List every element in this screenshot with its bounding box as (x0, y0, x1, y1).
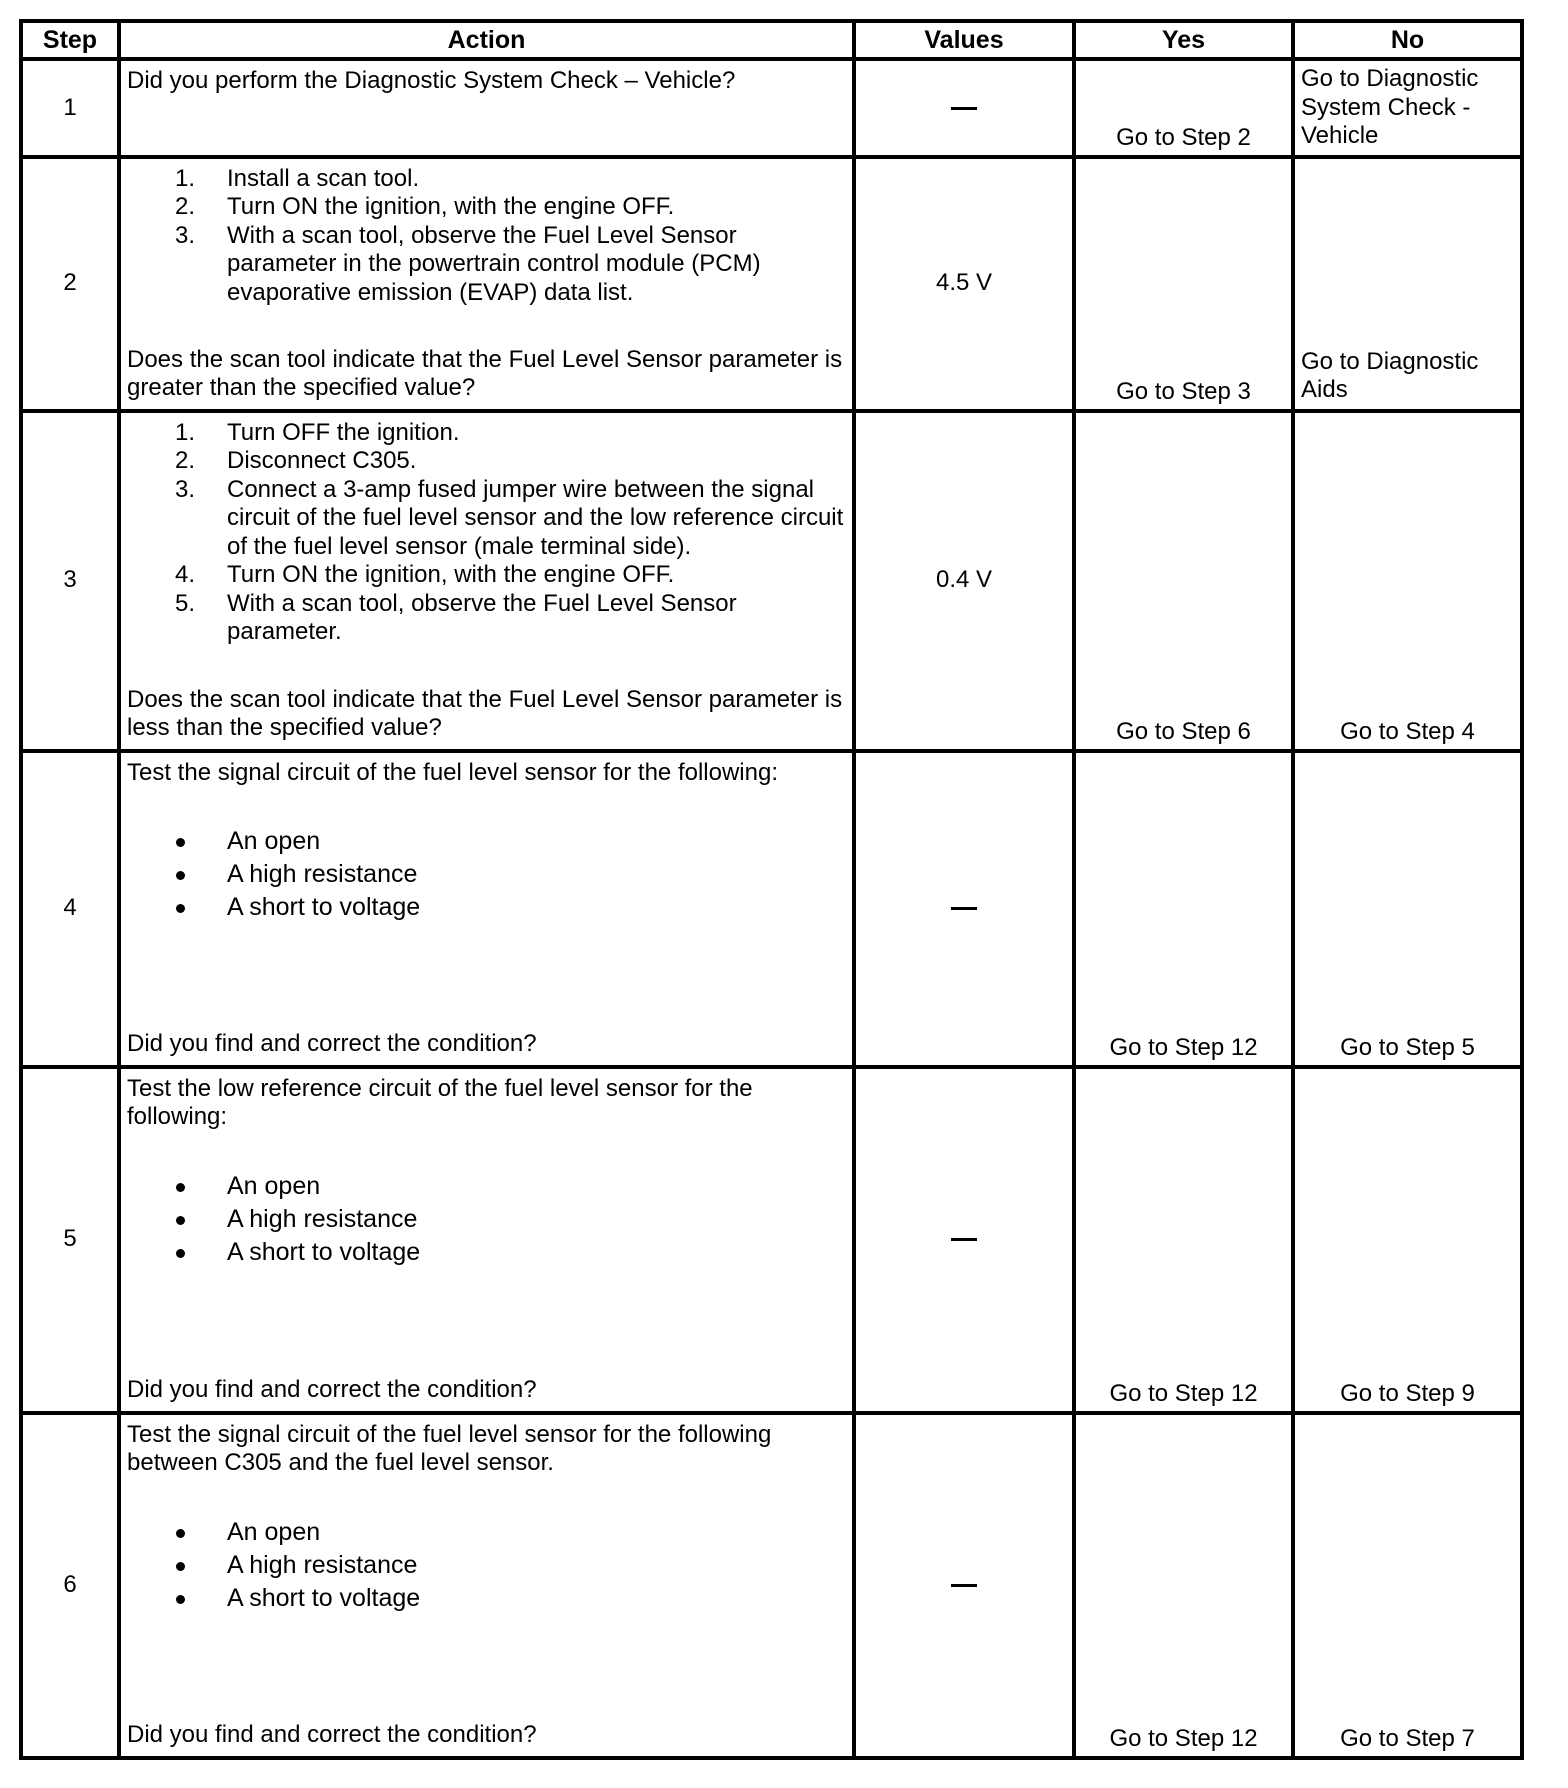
value-cell (854, 751, 1074, 1067)
action-cell (119, 1413, 854, 1758)
dash-mark (951, 907, 977, 910)
action-cell (119, 157, 854, 411)
action-question: Does the scan tool indicate that the Fuel Level Sensor parameter is less than the specified value? (127, 685, 843, 741)
list-item: 1. Turn OFF the ignition. (175, 418, 460, 446)
table-row-step-5 (21, 1067, 1522, 1413)
action-question: Did you find and correct the condition? (127, 1721, 537, 1748)
list-item: 3. Connect a 3-amp fused jumper wire between the signal circuit of the fuel level sensor and the low reference circuit of the fuel level sensor (male terminal side). (175, 475, 844, 560)
header-no: No (1293, 21, 1522, 59)
value-cell: 4.5 V (854, 157, 1074, 411)
table-row-step-4 (21, 751, 1522, 1067)
bullet-icon (176, 904, 185, 913)
list-item: 1. Install a scan tool. (175, 164, 420, 192)
no-cell: Go to Step 4 (1293, 411, 1522, 751)
diagnostic-table (19, 19, 1524, 1760)
step-number: 6 (21, 1413, 119, 1758)
value-cell (854, 1413, 1074, 1758)
header-values: Values (854, 21, 1074, 59)
no-cell: Go to Step 7 (1293, 1413, 1522, 1758)
list-item: A high resistance (127, 1203, 844, 1236)
yes-cell: Go to Step 12 (1074, 1067, 1293, 1413)
list-item: 2. Turn ON the ignition, with the engine OFF. (175, 193, 675, 220)
action-question: Did you perform the Diagnostic System Check – Vehicle? (127, 67, 736, 94)
list-item: 2. Disconnect C305. (175, 447, 417, 474)
step-number: 4 (21, 751, 119, 1067)
list-item: 4. Turn ON the ignition, with the engine OFF. (175, 561, 675, 588)
list-item: A short to voltage (127, 1582, 844, 1615)
action-intro: Test the signal circuit of the fuel level sensor for the following: (127, 758, 778, 786)
instruction-list (127, 165, 844, 308)
action-cell (119, 59, 854, 157)
table-row-step-1 (21, 59, 1522, 157)
yes-cell: Go to Step 3 (1074, 157, 1293, 411)
no-cell: Go to Diagnostic Aids (1293, 157, 1522, 411)
list-item: An open (127, 825, 844, 858)
instruction-list (127, 419, 844, 647)
header-yes: Yes (1074, 21, 1293, 59)
table-row-step-2 (21, 157, 1522, 411)
bullet-icon (176, 1562, 185, 1571)
bullet-icon (176, 1183, 185, 1192)
table-row-step-6 (21, 1413, 1522, 1758)
yes-cell: Go to Step 2 (1074, 59, 1293, 157)
action-question: Does the scan tool indicate that the Fuel Level Sensor parameter is greater than the specified value? (127, 345, 843, 401)
list-item: A short to voltage (127, 891, 844, 924)
yes-cell: Go to Step 12 (1074, 1413, 1293, 1758)
bullet-icon (176, 1595, 185, 1604)
action-cell (119, 751, 854, 1067)
action-intro: Test the signal circuit of the fuel level sensor for the following between C305 and the fuel level sensor. (127, 1420, 772, 1476)
bullet-icon (176, 838, 185, 847)
value-cell (854, 59, 1074, 157)
no-cell: Go to Step 9 (1293, 1067, 1522, 1413)
condition-list (127, 1516, 844, 1615)
value-cell (854, 1067, 1074, 1413)
action-cell (119, 1067, 854, 1413)
step-number: 2 (21, 157, 119, 411)
dash-mark (951, 1238, 977, 1241)
bullet-icon (176, 1249, 185, 1258)
dash-mark (951, 1584, 977, 1587)
action-question: Did you find and correct the condition? (127, 1030, 537, 1057)
list-item: A high resistance (127, 858, 844, 891)
bullet-icon (176, 871, 185, 880)
table-row-step-3 (21, 411, 1522, 751)
list-item: A high resistance (127, 1549, 844, 1582)
no-cell: Go to Step 5 (1293, 751, 1522, 1067)
condition-list (127, 1170, 844, 1269)
header-action: Action (119, 21, 854, 59)
dash-mark (951, 107, 977, 110)
step-number: 1 (21, 59, 119, 157)
no-cell: Go to Diagnostic System Check - Vehicle (1293, 59, 1522, 157)
list-item: 5. With a scan tool, observe the Fuel Level Sensor parameter. (175, 589, 737, 645)
yes-cell: Go to Step 6 (1074, 411, 1293, 751)
header-step: Step (21, 21, 119, 59)
list-item: An open (127, 1516, 844, 1549)
action-intro: Test the low reference circuit of the fuel level sensor for the following: (127, 1074, 753, 1130)
action-question: Did you find and correct the condition? (127, 1376, 537, 1403)
header-row (21, 21, 1522, 59)
step-number: 3 (21, 411, 119, 751)
list-item: A short to voltage (127, 1236, 844, 1269)
bullet-icon (176, 1216, 185, 1225)
step-number: 5 (21, 1067, 119, 1413)
list-item: An open (127, 1170, 844, 1203)
yes-cell: Go to Step 12 (1074, 751, 1293, 1067)
condition-list (127, 825, 844, 924)
value-cell: 0.4 V (854, 411, 1074, 751)
bullet-icon (176, 1529, 185, 1538)
list-item: 3. With a scan tool, observe the Fuel Level Sensor parameter in the powertrain control module (PCM) evaporative emission (EVAP) data list. (175, 221, 761, 306)
action-cell (119, 411, 854, 751)
